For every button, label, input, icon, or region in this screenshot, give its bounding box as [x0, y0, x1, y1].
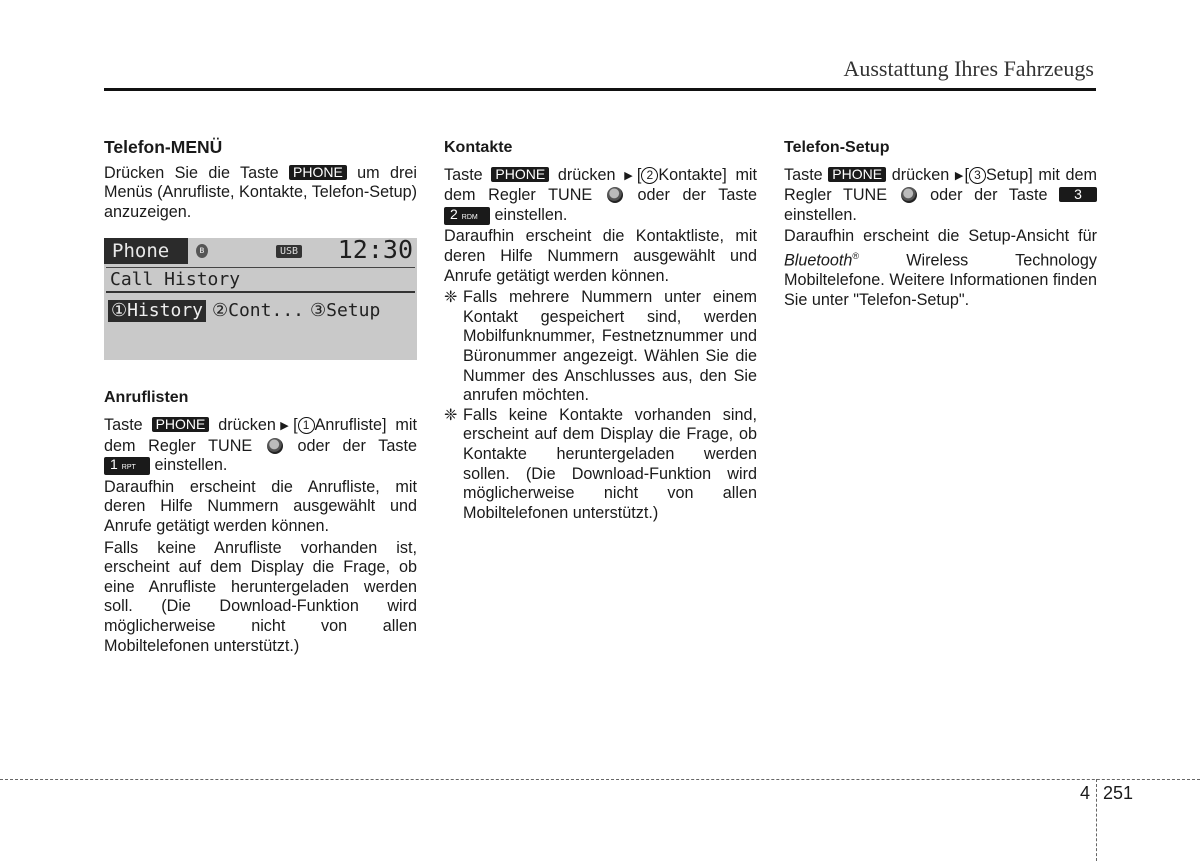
text-druecken: drücken: [891, 165, 950, 184]
heading-telefon-menu: Telefon-MENÜ: [104, 137, 223, 157]
phone-key-icon: PHONE: [152, 417, 210, 432]
setup-text-a: Daraufhin erscheint die Setup-Ansicht für: [784, 227, 1097, 246]
column-telefon-menu: [104, 138, 417, 658]
display-menu-contacts: ②Cont...: [212, 300, 304, 322]
display-status-bar: [104, 235, 417, 266]
display-title: Phone: [104, 238, 188, 264]
registered-mark: ®: [852, 250, 860, 261]
intro-text-b: um drei Menüs (Anrufliste, Kontakte, Telefon-Setup) anzuzeigen.: [104, 163, 417, 221]
chapter-number: 4: [1080, 783, 1091, 803]
tune-knob-icon: [607, 187, 623, 203]
note-symbol-icon: ❈: [444, 405, 458, 424]
note-item: [444, 406, 757, 524]
text-oder-taste: oder der Taste: [297, 436, 417, 455]
phone-key-icon: PHONE: [491, 167, 549, 182]
key-1-label: 1: [110, 456, 118, 473]
text-kontakte: Kontakte] mit dem Regler TUNE: [444, 165, 758, 205]
anruflisten-paragraph-3: Falls keine Anrufliste vorhanden ist, erscheint auf dem Display die Frage, ob eine Anrufliste heruntergeladen werden soll. (Die Download-Funktion wird möglicherweise nicht von allen Mobiltelefonen unterstützt.): [104, 538, 417, 655]
heading-anruflisten: Anruflisten: [104, 389, 189, 407]
display-divider-2: [106, 291, 415, 293]
intro-paragraph: [104, 164, 417, 223]
heading-telefon-setup: Telefon-Setup: [784, 139, 890, 156]
triangle-right-icon: ▶: [275, 419, 294, 432]
footer-vertical-divider: [1096, 779, 1097, 861]
phone-key-icon: PHONE: [289, 165, 347, 180]
setup-paragraph-2: [784, 227, 1097, 310]
display-divider: [106, 267, 415, 268]
text-setup: Setup] mit dem Regler TUNE: [784, 165, 1097, 205]
key-2-rdm-icon: [444, 207, 490, 225]
kontakte-paragraph-2: Daraufhin erscheint die Kontaktliste, mit deren Hilfe Nummern ausgewählt und Anrufe getätigt werden können.: [444, 227, 757, 285]
note-item: [444, 288, 757, 406]
header-title: Ausstattung Ihres Fahrzeugs: [843, 56, 1094, 81]
page-number: 251: [1103, 783, 1134, 803]
phone-key-icon: PHONE: [828, 167, 886, 182]
text-einstellen: einstellen.: [154, 456, 228, 475]
display-menu: [108, 300, 386, 322]
note-text: Falls mehrere Nummern unter einem Kontakt gespeichert sind, werden Mobilfunknummer, Festnetznummer und Büronummer angezeigt. Wählen Sie die Nummer des Anschlusses aus, den Sie anrufen möchten.: [463, 288, 757, 405]
text-anrufliste: Anrufliste]: [314, 415, 387, 434]
bluetooth-icon: ʙ: [196, 244, 208, 258]
tune-knob-icon: [901, 187, 917, 203]
bracket-open: [: [964, 165, 969, 184]
tune-knob-icon: [267, 438, 283, 454]
text-taste: Taste: [444, 165, 483, 184]
circled-number-icon: 3: [969, 167, 986, 184]
usb-icon: USB: [276, 245, 302, 258]
text-taste: Taste: [784, 165, 823, 184]
key-1-sub: RPT: [121, 464, 136, 472]
triangle-right-icon: ▶: [954, 169, 965, 182]
text-einstellen: einstellen.: [784, 205, 857, 224]
column-telefon-setup: [784, 138, 1097, 312]
circled-number-icon: 2: [641, 167, 658, 184]
text-oder-taste: oder der Taste: [637, 186, 757, 205]
key-1-rpt-icon: [104, 457, 150, 475]
key-2-sub: RDM: [461, 213, 478, 221]
setup-instruction: [784, 166, 1097, 226]
note-symbol-icon: ❈: [444, 288, 458, 307]
heading-kontakte: Kontakte: [444, 139, 513, 156]
text-taste: Taste: [104, 415, 143, 434]
display-menu-setup: ③Setup: [310, 300, 381, 322]
display-clock: 12:30: [337, 235, 413, 265]
anruflisten-instruction: [104, 416, 417, 476]
display-subtitle: Call History: [110, 269, 241, 291]
footer-dashed-rule: [0, 779, 1200, 780]
bracket-open: [: [636, 165, 642, 184]
circled-number-icon: 1: [298, 417, 315, 434]
intro-text-a: Drücken Sie die Taste: [104, 163, 279, 182]
bracket-open: [: [293, 415, 298, 434]
text-druecken: drücken: [557, 165, 616, 184]
text-oder-taste: oder der Taste: [930, 186, 1048, 205]
bluetooth-term: Bluetooth: [784, 251, 853, 270]
text-regler: mit dem Regler TUNE: [104, 415, 417, 455]
setup-text-b: Wireless Technology Mobiltelefone. Weitere Informationen finden Sie unter "Telefon-Setup".: [784, 251, 1098, 309]
key-2-label: 2: [450, 205, 458, 222]
key-3-icon: 3: [1059, 187, 1097, 202]
triangle-right-icon: ▶: [624, 169, 637, 182]
display-menu-history: ①History: [108, 300, 206, 322]
anruflisten-paragraph-2: Daraufhin erscheint die Anrufliste, mit deren Hilfe Nummern ausgewählt und Anrufe getätigt werden können.: [104, 477, 417, 535]
text-druecken: drücken: [218, 415, 276, 434]
header-rule: [104, 88, 1096, 91]
text-einstellen: einstellen.: [494, 205, 568, 224]
note-text: Falls keine Kontakte vorhanden sind, erscheint auf dem Display die Frage, ob Kontakte heruntergeladen werden sollen. (Die Download-Funktion wird möglicherweise nicht von allen Mobiltelefonen unterstützt.): [463, 405, 757, 522]
kontakte-instruction: [444, 166, 757, 226]
phone-display-screenshot: [104, 235, 417, 360]
column-kontakte: [444, 138, 757, 523]
